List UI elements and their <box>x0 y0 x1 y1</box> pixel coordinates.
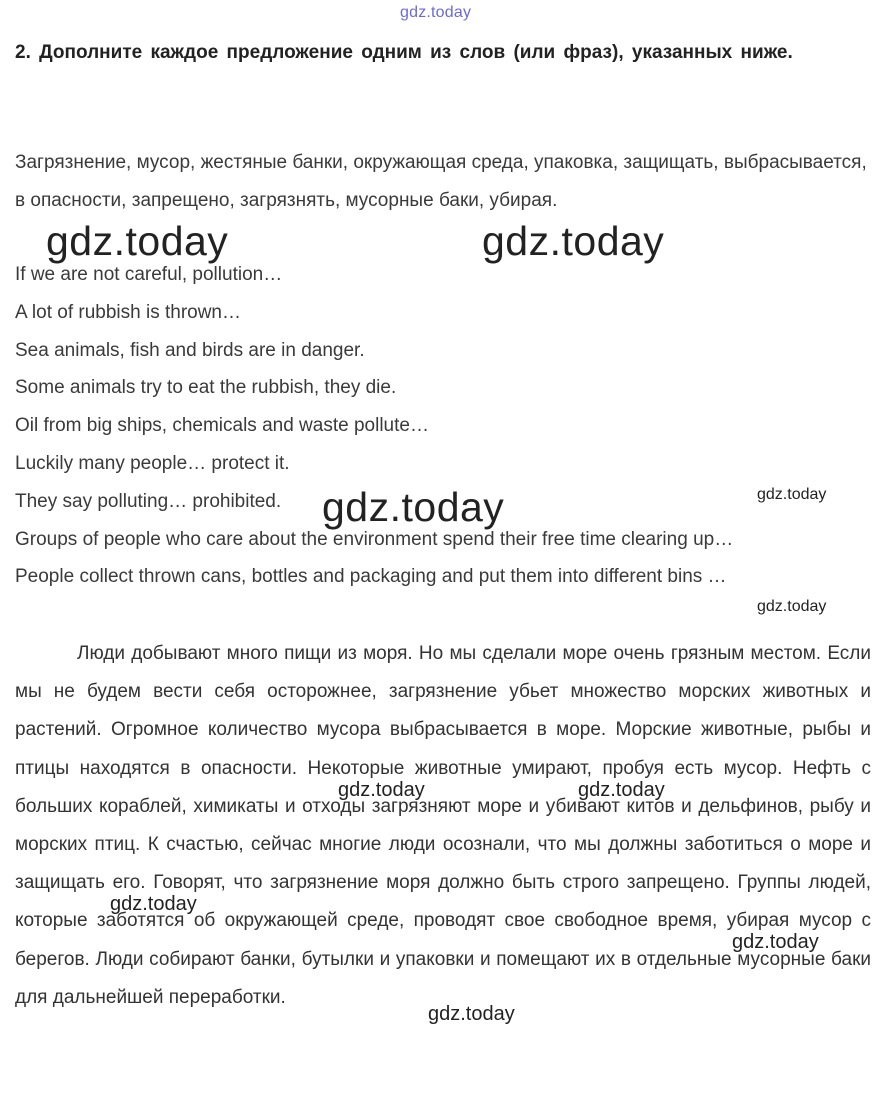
watermark: gdz.today <box>757 486 827 503</box>
header-watermark: gdz.today <box>400 4 472 21</box>
sentence-list <box>15 256 875 596</box>
watermark: gdz.today <box>732 931 819 953</box>
sentence-item: If we are not careful, pollution… <box>15 264 283 285</box>
watermark: gdz.today <box>110 893 197 915</box>
sentence-item: Some animals try to eat the rubbish, they die. <box>15 377 397 399</box>
watermark: gdz.today <box>482 218 665 264</box>
translation-paragraph: Люди добывают много пищи из моря. Но мы сделали море очень грязным местом. Если мы не будем вести себя осторожнее, загрязнение убьет множество морских животных и растений. Огромное количество мусора выбрасывается в море. Морские животные, рыбы и птицы находятся в опасности. Некоторые животные умирают, пробуя есть мусор. Нефть с больших кораблей, химикаты и отходы загрязняют море и убивают китов и дельфинов, рыбу и морских птиц. К счастью, сейчас многие люди осознали, что мы должны заботиться о море и защищать его. Говорят, что загрязнение моря должно быть строго запрещено. Группы людей, которые заботятся об окружающей среде, проводят свое свободное время, убирая мусор с берегов. Люди собирают банки, бутылки и упаковки и помещают их в отдельные мусорные баки для дальнейшей переработки. <box>15 643 871 1008</box>
sentence-item: A lot of rubbish is thrown… <box>15 301 241 323</box>
sentence-item: They say polluting… prohibited. <box>15 490 282 512</box>
sentence-item: Oil from big ships, chemicals and waste pollute… <box>15 415 429 437</box>
sentence-item: Groups of people who care about the environment spend their free time clearing up… <box>15 528 734 550</box>
word-bank: Загрязнение, мусор, жестяные банки, окружающая среда, упаковка, защищать, выбрасывается, в опасности, запрещено, загрязнять, мусорные баки, убирая. <box>15 152 867 211</box>
watermark: gdz.today <box>578 779 665 801</box>
task-heading: 2. Дополните каждое предложение одним из слов (или фраз), указанных ниже. <box>15 42 793 63</box>
watermark: gdz.today <box>428 1003 515 1025</box>
watermark: gdz.today <box>338 779 425 801</box>
sentence-item: People collect thrown cans, bottles and packaging and put them into different bins … <box>15 566 727 588</box>
watermark: gdz.today <box>46 218 229 264</box>
watermark: gdz.today <box>322 484 505 530</box>
sentence-item: Luckily many people… protect it. <box>15 452 290 474</box>
watermark: gdz.today <box>757 598 827 615</box>
sentence-item: Sea animals, fish and birds are in danger. <box>15 339 365 361</box>
